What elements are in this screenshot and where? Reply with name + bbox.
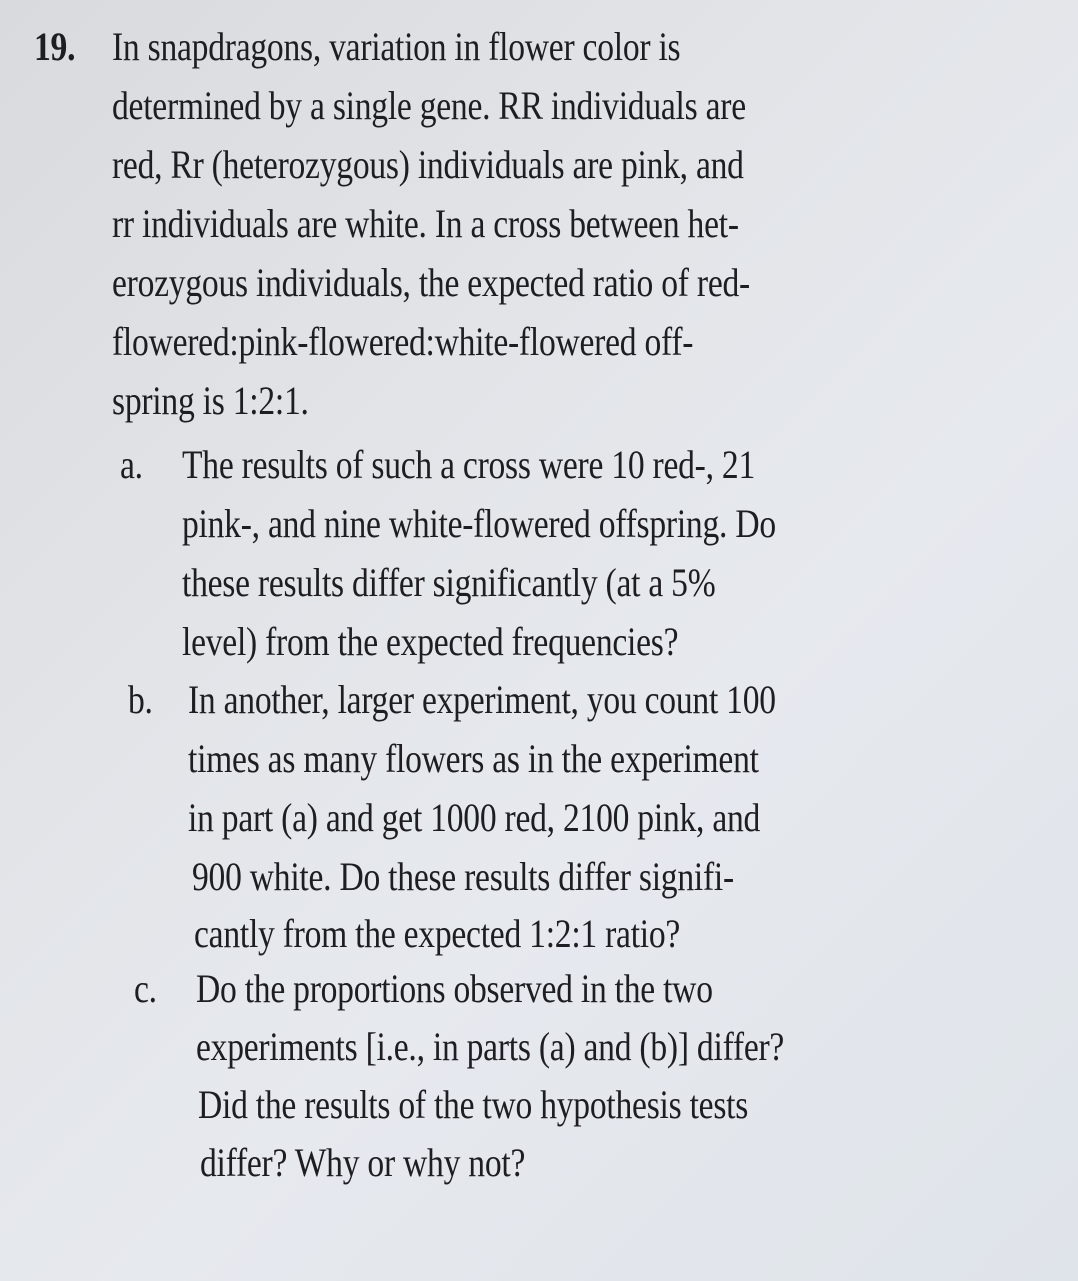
part-b-line: 900 white. Do these results differ signifi-	[192, 854, 734, 899]
part-c-line: Do the proportions observed in the two	[196, 966, 713, 1011]
part-c-line: experiments [i.e., in parts (a) and (b)] differ?	[196, 1024, 785, 1069]
stem-line: flowered:pink-flowered:white-flowered off-	[112, 319, 694, 364]
part-b-label: b.	[128, 677, 153, 722]
part-b-line: cantly from the expected 1:2:1 ratio?	[194, 911, 681, 956]
stem-line: rr individuals are white. In a cross between het-	[112, 201, 739, 246]
stem-line: spring is 1:2:1.	[112, 378, 309, 423]
part-a-line: level) from the expected frequencies?	[182, 619, 679, 664]
part-b-line: In another, larger experiment, you count 100	[188, 677, 776, 722]
part-a-line: pink-, and nine white-flowered offspring. Do	[182, 501, 776, 546]
stem-line: erozygous individuals, the expected ratio of red-	[112, 260, 750, 305]
part-b-line: in part (a) and get 1000 red, 2100 pink, and	[188, 795, 761, 840]
part-c-line: Did the results of the two hypothesis tests	[198, 1082, 749, 1127]
part-a-line: The results of such a cross were 10 red-, 21	[182, 442, 755, 487]
part-c-line: differ? Why or why not?	[200, 1140, 526, 1185]
part-a-line: these results differ significantly (at a 5%	[182, 560, 716, 605]
problem-number: 19.	[34, 24, 76, 69]
part-a-label: a.	[120, 442, 143, 487]
part-c-label: c.	[134, 966, 157, 1011]
stem-line: red, Rr (heterozygous) individuals are pink, and	[112, 142, 744, 187]
stem-line: determined by a single gene. RR individuals are	[112, 83, 746, 128]
stem-line: In snapdragons, variation in flower color is	[112, 24, 681, 69]
part-b-line: times as many flowers as in the experiment	[188, 736, 759, 781]
